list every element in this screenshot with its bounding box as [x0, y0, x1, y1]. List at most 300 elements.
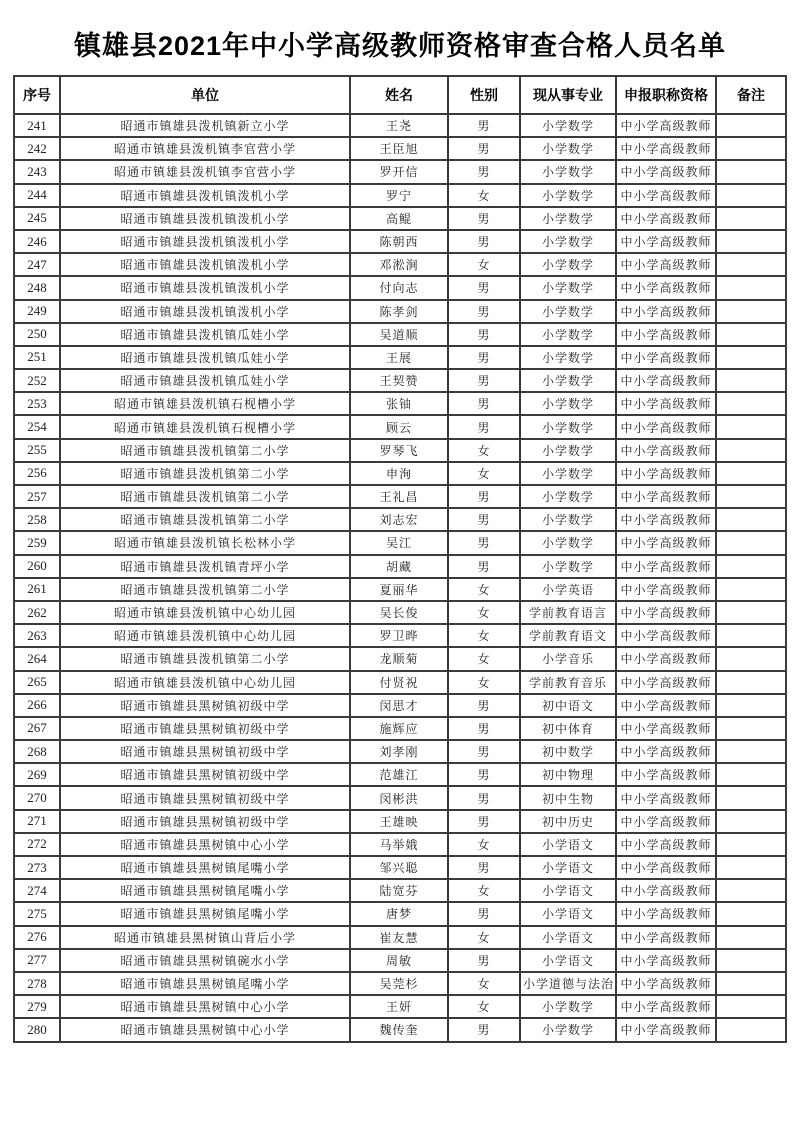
table-row — [14, 415, 786, 438]
cell-subject: 小学数学 — [520, 276, 616, 299]
cell-subject: 小学数学 — [520, 485, 616, 508]
cell-gender: 男 — [448, 346, 520, 369]
cell-remark — [716, 694, 786, 717]
table-row — [14, 926, 786, 949]
cell-no: 259 — [14, 531, 60, 554]
cell-gender: 男 — [448, 160, 520, 183]
cell-no: 276 — [14, 926, 60, 949]
cell-subject: 小学语文 — [520, 949, 616, 972]
cell-unit: 昭通市镇雄县黑树镇碗水小学 — [60, 949, 350, 972]
cell-name: 付贤祝 — [350, 671, 448, 694]
cell-gender: 男 — [448, 902, 520, 925]
cell-name: 王尧 — [350, 114, 448, 137]
cell-gender: 女 — [448, 624, 520, 647]
cell-qualification: 中小学高级教师 — [616, 114, 716, 137]
cell-no: 248 — [14, 276, 60, 299]
cell-gender: 男 — [448, 856, 520, 879]
cell-remark — [716, 763, 786, 786]
table-row — [14, 717, 786, 740]
cell-name: 范雄江 — [350, 763, 448, 786]
cell-remark — [716, 879, 786, 902]
cell-subject: 小学语文 — [520, 902, 616, 925]
table-row — [14, 647, 786, 670]
cell-remark — [716, 253, 786, 276]
cell-unit: 昭通市镇雄县黑树镇初级中学 — [60, 694, 350, 717]
cell-unit: 昭通市镇雄县泼机镇李官营小学 — [60, 160, 350, 183]
cell-subject: 初中生物 — [520, 786, 616, 809]
cell-no: 257 — [14, 485, 60, 508]
cell-gender: 男 — [448, 1018, 520, 1041]
header-row — [14, 76, 786, 114]
cell-qualification: 中小学高级教师 — [616, 856, 716, 879]
cell-name: 申洵 — [350, 462, 448, 485]
cell-qualification: 中小学高级教师 — [616, 972, 716, 995]
cell-name: 王臣旭 — [350, 137, 448, 160]
cell-qualification: 中小学高级教师 — [616, 346, 716, 369]
cell-gender: 男 — [448, 555, 520, 578]
table-row — [14, 160, 786, 183]
cell-qualification: 中小学高级教师 — [616, 415, 716, 438]
cell-subject: 小学数学 — [520, 415, 616, 438]
cell-qualification: 中小学高级教师 — [616, 647, 716, 670]
cell-subject: 小学数学 — [520, 137, 616, 160]
cell-unit: 昭通市镇雄县泼机镇泼机小学 — [60, 207, 350, 230]
cell-subject: 小学数学 — [520, 160, 616, 183]
cell-gender: 女 — [448, 995, 520, 1018]
cell-qualification: 中小学高级教师 — [616, 137, 716, 160]
cell-subject: 小学数学 — [520, 555, 616, 578]
table-row — [14, 184, 786, 207]
cell-unit: 昭通市镇雄县黑树镇初级中学 — [60, 717, 350, 740]
cell-gender: 男 — [448, 763, 520, 786]
table-row — [14, 902, 786, 925]
table-row — [14, 949, 786, 972]
table-row — [14, 485, 786, 508]
cell-unit: 昭通市镇雄县黑树镇尾嘴小学 — [60, 972, 350, 995]
table-row — [14, 856, 786, 879]
cell-subject: 小学语文 — [520, 879, 616, 902]
cell-qualification: 中小学高级教师 — [616, 300, 716, 323]
cell-gender: 男 — [448, 810, 520, 833]
cell-gender: 男 — [448, 531, 520, 554]
table-row — [14, 323, 786, 346]
cell-name: 闵彬洪 — [350, 786, 448, 809]
cell-qualification: 中小学高级教师 — [616, 160, 716, 183]
cell-gender: 女 — [448, 879, 520, 902]
table-row — [14, 833, 786, 856]
cell-no: 245 — [14, 207, 60, 230]
cell-gender: 男 — [448, 276, 520, 299]
cell-remark — [716, 462, 786, 485]
cell-subject: 学前教育语言 — [520, 601, 616, 624]
cell-remark — [716, 833, 786, 856]
cell-unit: 昭通市镇雄县泼机镇第二小学 — [60, 578, 350, 601]
cell-no: 280 — [14, 1018, 60, 1041]
cell-unit: 昭通市镇雄县泼机镇石枧槽小学 — [60, 392, 350, 415]
cell-unit: 昭通市镇雄县泼机镇新立小学 — [60, 114, 350, 137]
cell-qualification: 中小学高级教师 — [616, 578, 716, 601]
cell-unit: 昭通市镇雄县泼机镇第二小学 — [60, 439, 350, 462]
header-cell-unit: 单位 — [60, 76, 350, 114]
table-row — [14, 439, 786, 462]
cell-name: 吴莞杉 — [350, 972, 448, 995]
cell-no: 263 — [14, 624, 60, 647]
cell-name: 罗卫晔 — [350, 624, 448, 647]
cell-remark — [716, 369, 786, 392]
cell-no: 272 — [14, 833, 60, 856]
cell-no: 265 — [14, 671, 60, 694]
cell-subject: 小学道德与法治 — [520, 972, 616, 995]
cell-no: 271 — [14, 810, 60, 833]
cell-qualification: 中小学高级教师 — [616, 786, 716, 809]
cell-gender: 女 — [448, 439, 520, 462]
cell-subject: 小学音乐 — [520, 647, 616, 670]
cell-gender: 男 — [448, 137, 520, 160]
cell-unit: 昭通市镇雄县泼机镇中心幼儿园 — [60, 601, 350, 624]
cell-gender: 女 — [448, 462, 520, 485]
header-cell-remark: 备注 — [716, 76, 786, 114]
table-row — [14, 114, 786, 137]
cell-remark — [716, 137, 786, 160]
cell-no: 254 — [14, 415, 60, 438]
cell-name: 王妍 — [350, 995, 448, 1018]
cell-no: 246 — [14, 230, 60, 253]
cell-remark — [716, 647, 786, 670]
table-row — [14, 300, 786, 323]
cell-name: 刘孝刚 — [350, 740, 448, 763]
table-row — [14, 230, 786, 253]
cell-no: 249 — [14, 300, 60, 323]
page-title: 镇雄县2021年中小学高级教师资格审查合格人员名单 — [73, 31, 727, 61]
cell-remark — [716, 995, 786, 1018]
cell-remark — [716, 508, 786, 531]
cell-no: 258 — [14, 508, 60, 531]
cell-name: 高鲲 — [350, 207, 448, 230]
cell-unit: 昭通市镇雄县泼机镇第二小学 — [60, 508, 350, 531]
cell-qualification: 中小学高级教师 — [616, 253, 716, 276]
cell-no: 253 — [14, 392, 60, 415]
cell-gender: 男 — [448, 369, 520, 392]
cell-unit: 昭通市镇雄县泼机镇泼机小学 — [60, 230, 350, 253]
cell-unit: 昭通市镇雄县泼机镇中心幼儿园 — [60, 671, 350, 694]
cell-name: 周敏 — [350, 949, 448, 972]
cell-remark — [716, 346, 786, 369]
cell-name: 王礼昌 — [350, 485, 448, 508]
cell-qualification: 中小学高级教师 — [616, 230, 716, 253]
cell-remark — [716, 230, 786, 253]
table-row — [14, 392, 786, 415]
header-cell-name: 姓名 — [350, 76, 448, 114]
cell-subject: 小学数学 — [520, 207, 616, 230]
cell-unit: 昭通市镇雄县黑树镇山背后小学 — [60, 926, 350, 949]
cell-name: 邹兴聪 — [350, 856, 448, 879]
cell-subject: 小学数学 — [520, 114, 616, 137]
cell-name: 胡藏 — [350, 555, 448, 578]
cell-subject: 小学英语 — [520, 578, 616, 601]
cell-subject: 初中数学 — [520, 740, 616, 763]
cell-no: 270 — [14, 786, 60, 809]
cell-qualification: 中小学高级教师 — [616, 694, 716, 717]
cell-unit: 昭通市镇雄县泼机镇第二小学 — [60, 462, 350, 485]
cell-qualification: 中小学高级教师 — [616, 740, 716, 763]
table-row — [14, 555, 786, 578]
cell-remark — [716, 578, 786, 601]
cell-qualification: 中小学高级教师 — [616, 624, 716, 647]
cell-subject: 小学数学 — [520, 184, 616, 207]
cell-qualification: 中小学高级教师 — [616, 531, 716, 554]
cell-name: 魏传奎 — [350, 1018, 448, 1041]
cell-remark — [716, 485, 786, 508]
table-header — [14, 76, 786, 114]
cell-no: 277 — [14, 949, 60, 972]
cell-unit: 昭通市镇雄县黑树镇尾嘴小学 — [60, 856, 350, 879]
cell-unit: 昭通市镇雄县泼机镇青坪小学 — [60, 555, 350, 578]
cell-unit: 昭通市镇雄县黑树镇尾嘴小学 — [60, 879, 350, 902]
cell-remark — [716, 276, 786, 299]
cell-subject: 学前教育语文 — [520, 624, 616, 647]
cell-no: 243 — [14, 160, 60, 183]
cell-name: 刘志宏 — [350, 508, 448, 531]
table-row — [14, 786, 786, 809]
table-row — [14, 531, 786, 554]
table-row — [14, 508, 786, 531]
cell-remark — [716, 926, 786, 949]
cell-name: 陆宽芬 — [350, 879, 448, 902]
table-row — [14, 1018, 786, 1041]
table-row — [14, 276, 786, 299]
cell-subject: 初中历史 — [520, 810, 616, 833]
cell-subject: 小学数学 — [520, 439, 616, 462]
cell-gender: 女 — [448, 184, 520, 207]
cell-gender: 男 — [448, 786, 520, 809]
table-row — [14, 369, 786, 392]
cell-qualification: 中小学高级教师 — [616, 671, 716, 694]
cell-qualification: 中小学高级教师 — [616, 276, 716, 299]
cell-remark — [716, 415, 786, 438]
cell-remark — [716, 439, 786, 462]
cell-name: 罗琴飞 — [350, 439, 448, 462]
cell-qualification: 中小学高级教师 — [616, 810, 716, 833]
cell-remark — [716, 671, 786, 694]
table-row — [14, 346, 786, 369]
cell-subject: 学前教育音乐 — [520, 671, 616, 694]
header-cell-qualification: 申报职称资格 — [616, 76, 716, 114]
cell-remark — [716, 810, 786, 833]
table-row — [14, 624, 786, 647]
header-cell-subject: 现从事专业 — [520, 76, 616, 114]
cell-gender: 男 — [448, 114, 520, 137]
cell-no: 264 — [14, 647, 60, 670]
cell-remark — [716, 902, 786, 925]
cell-name: 陈孝剑 — [350, 300, 448, 323]
cell-unit: 昭通市镇雄县黑树镇初级中学 — [60, 740, 350, 763]
cell-no: 250 — [14, 323, 60, 346]
cell-remark — [716, 184, 786, 207]
cell-gender: 女 — [448, 671, 520, 694]
cell-no: 262 — [14, 601, 60, 624]
table-row — [14, 763, 786, 786]
cell-no: 279 — [14, 995, 60, 1018]
cell-qualification: 中小学高级教师 — [616, 995, 716, 1018]
cell-unit: 昭通市镇雄县泼机镇长松林小学 — [60, 531, 350, 554]
table-row — [14, 137, 786, 160]
roster-table — [13, 75, 787, 1043]
cell-subject: 小学语文 — [520, 833, 616, 856]
cell-unit: 昭通市镇雄县泼机镇泼机小学 — [60, 184, 350, 207]
table-row — [14, 694, 786, 717]
cell-remark — [716, 740, 786, 763]
cell-unit: 昭通市镇雄县泼机镇泼机小学 — [60, 276, 350, 299]
table-row — [14, 207, 786, 230]
cell-qualification: 中小学高级教师 — [616, 207, 716, 230]
cell-gender: 男 — [448, 230, 520, 253]
header-cell-no: 序号 — [14, 76, 60, 114]
cell-subject: 小学语文 — [520, 856, 616, 879]
cell-subject: 小学数学 — [520, 300, 616, 323]
cell-qualification: 中小学高级教师 — [616, 439, 716, 462]
cell-subject: 小学语文 — [520, 926, 616, 949]
cell-qualification: 中小学高级教师 — [616, 763, 716, 786]
cell-name: 王展 — [350, 346, 448, 369]
table-row — [14, 879, 786, 902]
cell-name: 罗宁 — [350, 184, 448, 207]
cell-no: 261 — [14, 578, 60, 601]
table-row — [14, 253, 786, 276]
table-row — [14, 972, 786, 995]
cell-gender: 男 — [448, 300, 520, 323]
cell-name: 唐梦 — [350, 902, 448, 925]
cell-qualification: 中小学高级教师 — [616, 879, 716, 902]
cell-name: 施辉应 — [350, 717, 448, 740]
cell-unit: 昭通市镇雄县黑树镇初级中学 — [60, 810, 350, 833]
cell-qualification: 中小学高级教师 — [616, 833, 716, 856]
cell-qualification: 中小学高级教师 — [616, 462, 716, 485]
cell-remark — [716, 624, 786, 647]
cell-gender: 男 — [448, 392, 520, 415]
cell-subject: 小学数学 — [520, 392, 616, 415]
table-row — [14, 671, 786, 694]
cell-remark — [716, 531, 786, 554]
cell-qualification: 中小学高级教师 — [616, 717, 716, 740]
cell-gender: 男 — [448, 207, 520, 230]
cell-remark — [716, 555, 786, 578]
cell-subject: 小学数学 — [520, 995, 616, 1018]
cell-no: 251 — [14, 346, 60, 369]
cell-remark — [716, 392, 786, 415]
cell-name: 王契赞 — [350, 369, 448, 392]
cell-gender: 男 — [448, 717, 520, 740]
cell-qualification: 中小学高级教师 — [616, 601, 716, 624]
cell-no: 244 — [14, 184, 60, 207]
cell-no: 273 — [14, 856, 60, 879]
cell-subject: 小学数学 — [520, 253, 616, 276]
cell-gender: 女 — [448, 253, 520, 276]
cell-qualification: 中小学高级教师 — [616, 949, 716, 972]
cell-no: 269 — [14, 763, 60, 786]
cell-gender: 男 — [448, 323, 520, 346]
header-cell-gender: 性别 — [448, 76, 520, 114]
cell-qualification: 中小学高级教师 — [616, 184, 716, 207]
cell-unit: 昭通市镇雄县泼机镇泼机小学 — [60, 300, 350, 323]
cell-gender: 男 — [448, 694, 520, 717]
cell-no: 274 — [14, 879, 60, 902]
cell-remark — [716, 1018, 786, 1041]
cell-name: 马举娥 — [350, 833, 448, 856]
cell-unit: 昭通市镇雄县泼机镇泼机小学 — [60, 253, 350, 276]
cell-remark — [716, 160, 786, 183]
cell-unit: 昭通市镇雄县黑树镇初级中学 — [60, 763, 350, 786]
table-row — [14, 740, 786, 763]
table-body — [14, 114, 786, 1042]
cell-qualification: 中小学高级教师 — [616, 508, 716, 531]
cell-name: 顾云 — [350, 415, 448, 438]
cell-no: 267 — [14, 717, 60, 740]
cell-unit: 昭通市镇雄县黑树镇尾嘴小学 — [60, 902, 350, 925]
cell-unit: 昭通市镇雄县黑树镇中心小学 — [60, 1018, 350, 1041]
cell-unit: 昭通市镇雄县泼机镇第二小学 — [60, 485, 350, 508]
cell-name: 龙顺菊 — [350, 647, 448, 670]
cell-no: 255 — [14, 439, 60, 462]
cell-subject: 小学数学 — [520, 346, 616, 369]
cell-name: 陈朝西 — [350, 230, 448, 253]
cell-subject: 小学数学 — [520, 508, 616, 531]
cell-no: 260 — [14, 555, 60, 578]
cell-gender: 女 — [448, 972, 520, 995]
cell-name: 吴长俊 — [350, 601, 448, 624]
cell-gender: 男 — [448, 508, 520, 531]
cell-remark — [716, 949, 786, 972]
cell-name: 罗开信 — [350, 160, 448, 183]
cell-name: 夏丽华 — [350, 578, 448, 601]
cell-gender: 女 — [448, 601, 520, 624]
cell-qualification: 中小学高级教师 — [616, 902, 716, 925]
cell-gender: 女 — [448, 833, 520, 856]
cell-remark — [716, 601, 786, 624]
cell-unit: 昭通市镇雄县黑树镇中心小学 — [60, 833, 350, 856]
cell-no: 266 — [14, 694, 60, 717]
cell-name: 吴江 — [350, 531, 448, 554]
cell-qualification: 中小学高级教师 — [616, 369, 716, 392]
cell-unit: 昭通市镇雄县泼机镇石枧槽小学 — [60, 415, 350, 438]
cell-gender: 男 — [448, 485, 520, 508]
cell-subject: 初中体育 — [520, 717, 616, 740]
cell-name: 吴道顺 — [350, 323, 448, 346]
cell-subject: 小学数学 — [520, 462, 616, 485]
cell-remark — [716, 207, 786, 230]
cell-unit: 昭通市镇雄县泼机镇李官营小学 — [60, 137, 350, 160]
cell-unit: 昭通市镇雄县泼机镇第二小学 — [60, 647, 350, 670]
table-row — [14, 810, 786, 833]
cell-qualification: 中小学高级教师 — [616, 555, 716, 578]
cell-no: 247 — [14, 253, 60, 276]
cell-name: 王雄映 — [350, 810, 448, 833]
cell-unit: 昭通市镇雄县泼机镇瓜娃小学 — [60, 369, 350, 392]
cell-no: 275 — [14, 902, 60, 925]
cell-no: 241 — [14, 114, 60, 137]
cell-unit: 昭通市镇雄县黑树镇中心小学 — [60, 995, 350, 1018]
cell-subject: 小学数学 — [520, 1018, 616, 1041]
cell-name: 闵思才 — [350, 694, 448, 717]
cell-subject: 小学数学 — [520, 323, 616, 346]
cell-remark — [716, 114, 786, 137]
cell-name: 付向志 — [350, 276, 448, 299]
cell-subject: 小学数学 — [520, 531, 616, 554]
cell-remark — [716, 300, 786, 323]
table-row — [14, 578, 786, 601]
cell-gender: 男 — [448, 740, 520, 763]
cell-remark — [716, 323, 786, 346]
cell-unit: 昭通市镇雄县泼机镇瓜娃小学 — [60, 323, 350, 346]
